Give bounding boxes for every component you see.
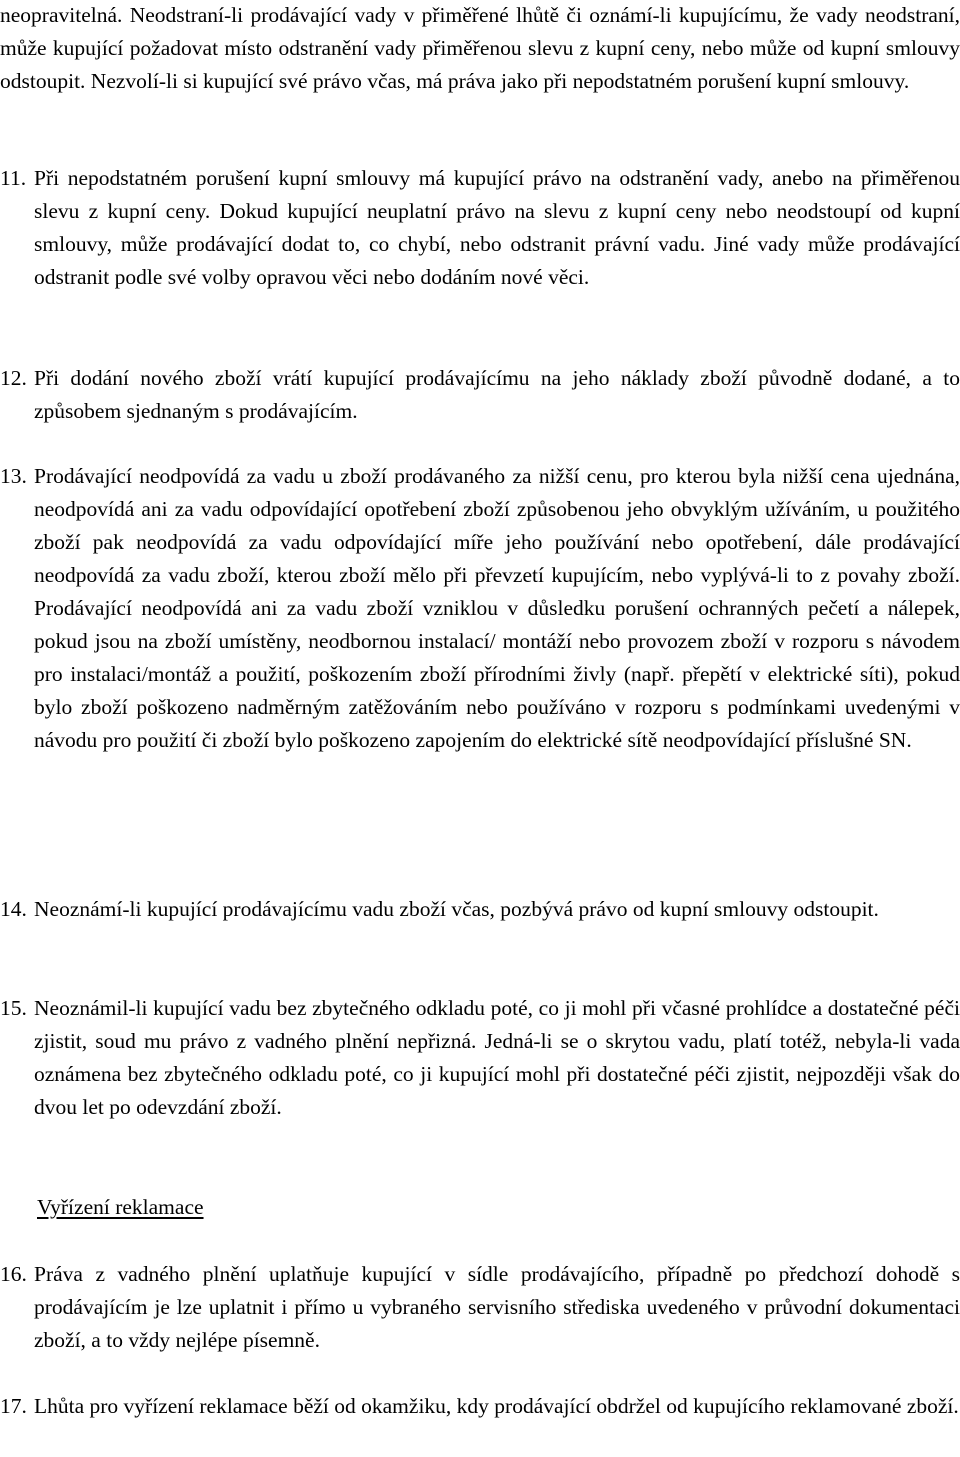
list-item-11 bbox=[0, 162, 960, 294]
item-text: Práva z vadného plnění uplatňuje kupující v sídle prodávajícího, případně po předchozí dohodě s prodávajícím je lze uplatnit i přímo u vybraného servisního střediska uvedeného v průvodní dokumentaci zboží, a to vždy nejlépe písemně. bbox=[34, 1262, 960, 1352]
list-item-13 bbox=[0, 460, 960, 757]
list-item-15 bbox=[0, 992, 960, 1124]
list-item-17 bbox=[0, 1390, 960, 1423]
list-item-12 bbox=[0, 362, 960, 428]
section-heading: Vyřízení reklamace bbox=[37, 1195, 204, 1219]
continuation-paragraph: neopravitelná. Neodstraní-li prodávající vady v přiměřené lhůtě či oznámí-li kupujícímu, že vady neodstraní, může kupující požadovat místo odstranění vady přiměřenou slevu z kupní ceny, nebo může od kupní smlouvy odstoupit. Nezvolí-li si kupující své právo včas, má práva jako při nepodstatném porušení kupní smlouvy. bbox=[0, 3, 960, 93]
item-text: Neoznámí-li kupující prodávajícímu vadu zboží včas, pozbývá právo od kupní smlouvy odstoupit. bbox=[34, 897, 879, 921]
item-number: 11. bbox=[0, 166, 27, 190]
item-number: 15. bbox=[0, 996, 27, 1020]
item-text: Neoznámil-li kupující vadu bez zbytečného odkladu poté, co ji mohl při včasné prohlídce a dostatečné péči zjistit, soud mu právo z vadného plnění nepřizná. Jedná-li se o skrytou vadu, platí totéž, nebyla-li vada oznámena bez zbytečného odkladu poté, co ji kupující mohl při dostatečné péči zjistit, nejpozději však do dvou let po odevzdání zboží. bbox=[34, 996, 960, 1119]
item-number: 17. bbox=[0, 1394, 27, 1418]
item-number: 14. bbox=[0, 897, 27, 921]
item-text: Při nepodstatném porušení kupní smlouvy má kupující právo na odstranění vady, anebo na přiměřenou slevu z kupní ceny. Dokud kupující neuplatní právo na slevu z kupní ceny nebo neodstoupí od kupní smlouvy, může prodávající dodat to, co chybí, nebo odstranit právní vadu. Jiné vady může prodávající odstranit podle své volby opravou věci nebo dodáním nové věci. bbox=[34, 166, 960, 289]
item-number: 12. bbox=[0, 366, 27, 390]
list-item-14 bbox=[0, 893, 960, 926]
item-text: Při dodání nového zboží vrátí kupující prodávajícímu na jeho náklady zboží původně dodané, a to způsobem sjednaným s prodávajícím. bbox=[34, 366, 960, 423]
item-text: Prodávající neodpovídá za vadu u zboží prodávaného za nižší cenu, pro kterou byla nižší cena ujednána, neodpovídá ani za vadu odpovídající opotřebení zboží způsobenou jeho obvyklým užíváním, u použitého zboží pak neodpovídá za vadu odpovídající míře jeho používání nebo opotřebení, dále prodávající neodpovídá za vadu zboží, kterou zboží mělo při převzetí kupujícím, nebo vyplývá-li to z povahy zboží. Prodávající neodpovídá ani za vadu zboží vzniklou v důsledku porušení ochranných pečetí a nálepek, pokud jsou na zboží umístěny, neodbornou instalací/ montáží nebo provozem zboží v rozporu s návodem pro instalaci/montáž a použití, poškozením zboží přírodními živly (např. přepětí v elektrické síti), pokud bylo zboží poškozeno nadměrným zatěžováním nebo používáno v rozporu s podmínkami uvedenými v návodu pro použití či zboží bylo poškozeno zapojením do elektrické sítě neodpovídající příslušné SN. bbox=[34, 464, 960, 752]
item-number: 16. bbox=[0, 1262, 27, 1286]
list-item-16 bbox=[0, 1258, 960, 1357]
item-number: 13. bbox=[0, 464, 27, 488]
item-text: Lhůta pro vyřízení reklamace běží od okamžiku, kdy prodávající obdržel od kupujícího reklamované zboží. bbox=[34, 1394, 959, 1418]
